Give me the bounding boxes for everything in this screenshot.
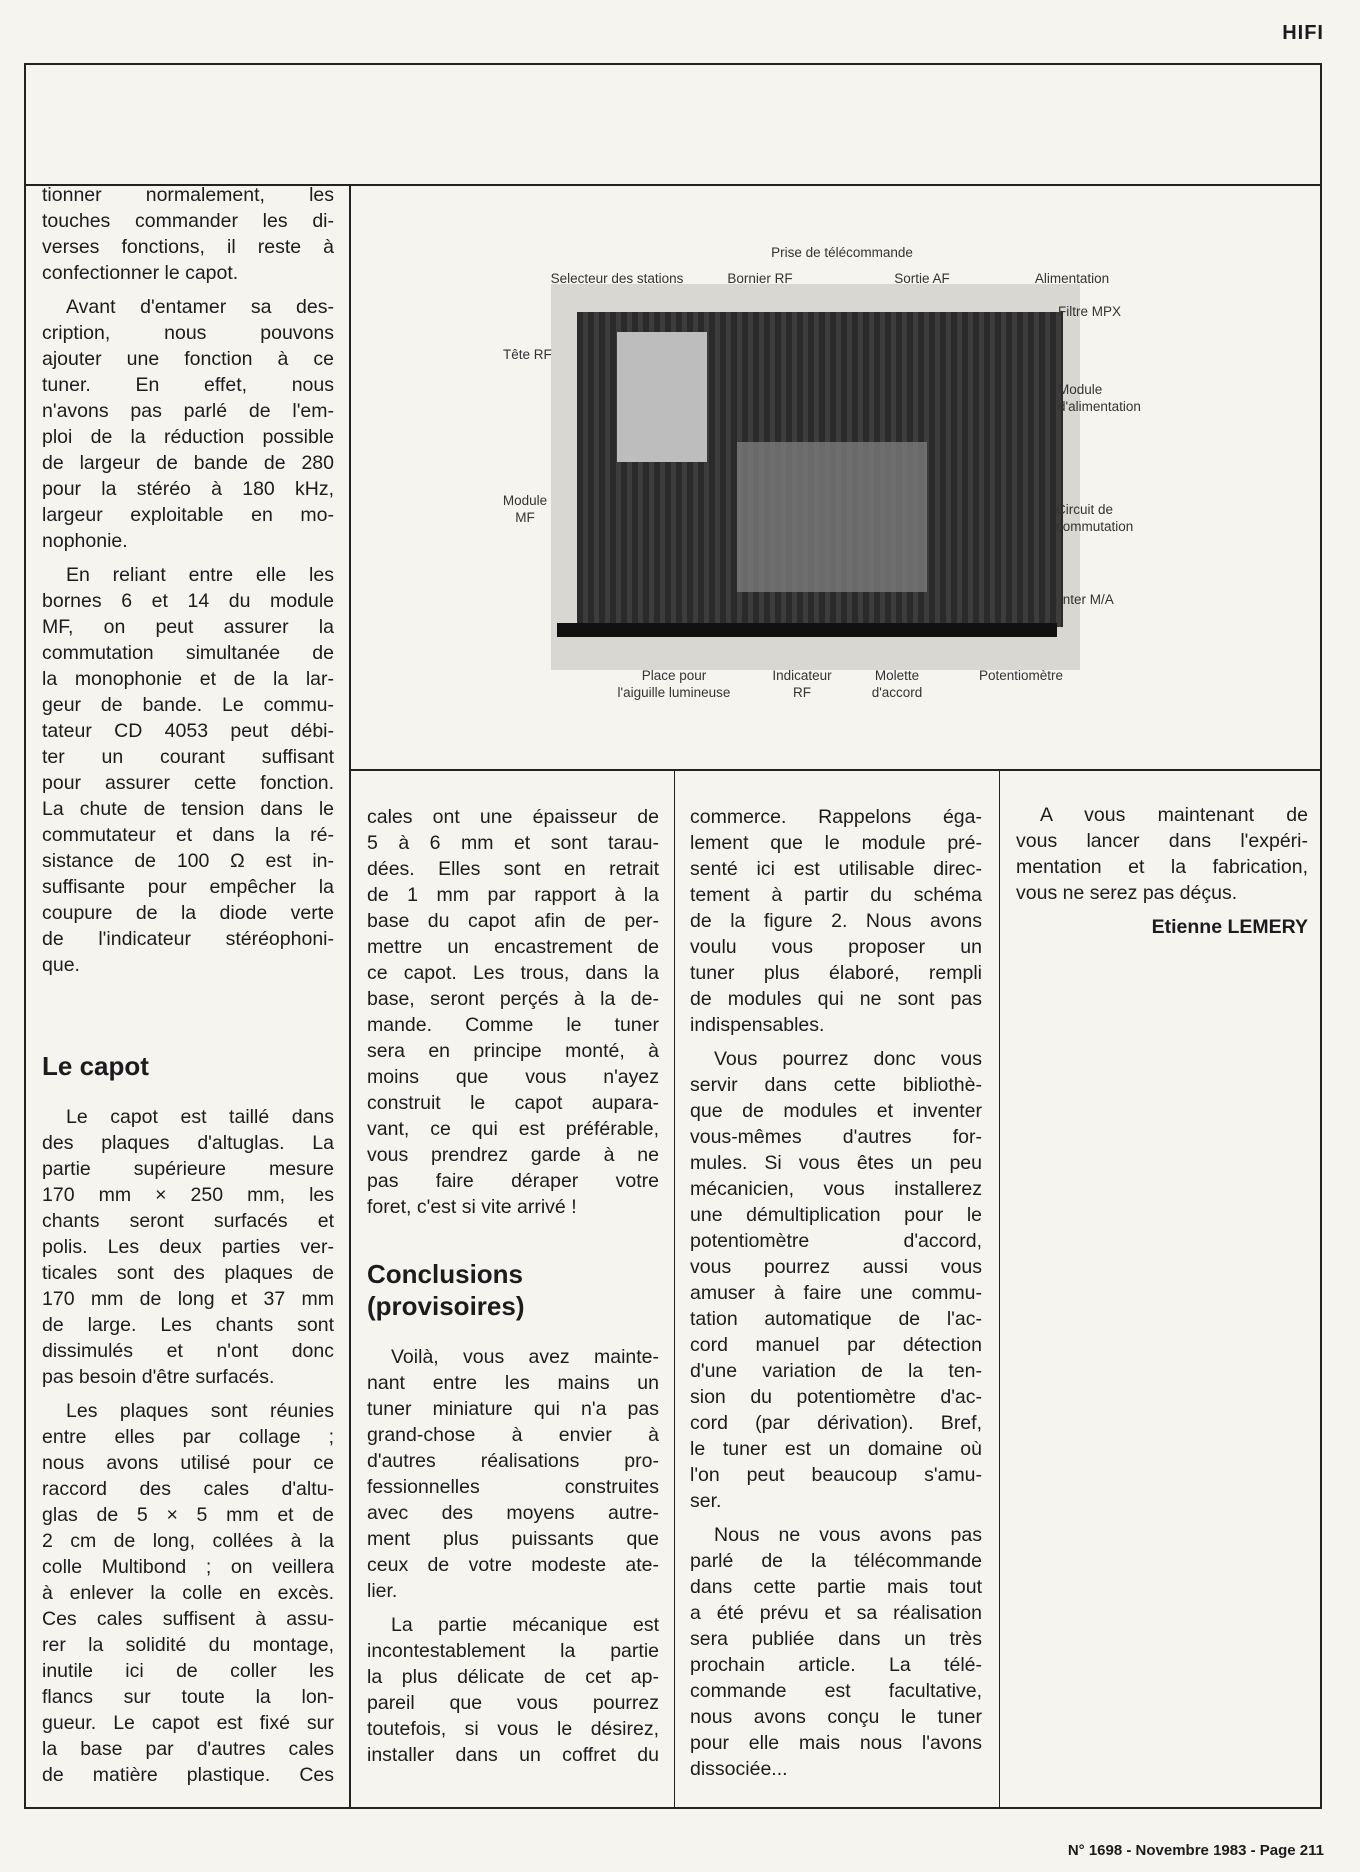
text-line: installer dans un coffret du [367,1744,659,1766]
text-line: tation automatique de l'ac- [690,1308,982,1330]
label-line: Indicateur [772,668,832,683]
paragraph [42,1104,334,1390]
text-line: moins que vous n'ayez [367,1066,659,1088]
text-line: tionner normalement, les [42,184,334,206]
paragraph [42,1398,334,1788]
text-line: Ces cales suffisent à assu- [42,1608,334,1630]
text-line: tuner miniature qui n'a pas [367,1398,659,1420]
text-line: Le capot est taillé dans [66,1106,334,1128]
text-line: touches commander les di- [42,210,334,232]
text-line: commerce. Rappelons éga- [690,806,982,828]
text-line: ter un courant suffisant [42,746,334,768]
text-line: mentation et la fabrication, [1016,856,1308,878]
text-line: Avant d'entamer sa des- [66,296,334,318]
column-rule-3 [999,769,1000,1808]
text-line: potentiomètre d'accord, [690,1230,982,1252]
label-tete: Tête RF [503,347,552,362]
label-alimentation: Alimentation [1034,271,1110,286]
wiring-area [737,442,927,592]
column-rule-2 [674,769,675,1808]
label-potentiometre: Potentiomètre [978,668,1064,683]
text-line: polis. Les deux parties ver- [42,1236,334,1258]
text-line: coupure de la diode verte [42,902,334,924]
text-line: Vous pourrez donc vous [714,1048,982,1070]
text-line: le tuner est un domaine où [690,1438,982,1460]
text-line: avec des moyens autre- [367,1502,659,1524]
text-line: ploi de la réduction possible [42,426,334,448]
text-line: nant entre les mains un [367,1372,659,1394]
text-line: lier. [367,1580,398,1602]
text-line: pour la stéréo à 180 kHz, [42,478,334,500]
text-line: tuner plus élaboré, rempli [690,962,982,984]
text-line: pas besoin d'être surfacés. [42,1366,275,1388]
article-column-4 [1016,802,1308,940]
text-line: cription, nous pouvons [42,322,334,344]
text-line: commutation simultanée de [42,642,334,664]
text-line: MF, on peut assurer la [42,616,334,638]
paragraph [367,804,659,1220]
text-line: dissimulés et n'ont donc [42,1340,334,1362]
text-line: ticales sont des plaques de [42,1262,334,1284]
paragraph [690,804,982,1038]
label-prise: Prise de télécommande [771,245,913,260]
text-line: d'une variation de la ten- [690,1360,982,1382]
text-line: la base par d'autres cales [42,1738,334,1760]
text-line: A vous maintenant de [1040,804,1308,826]
text-line: nous avons conçu le tuner [690,1706,982,1728]
paragraph [367,1344,659,1604]
text-line: senté ici est utilisable direc- [690,858,982,880]
text-line: suffisante pour empêcher la [42,876,334,898]
label-line: Place pour [641,668,707,683]
text-line: fessionnelles construites [367,1476,659,1498]
text-line: que de modules et inventer [690,1100,982,1122]
paragraph [367,1612,659,1768]
label-molette [872,667,923,701]
text-line: sistance de 100 Ω est in- [42,850,334,872]
text-line: 5 à 6 mm et sont tarau- [367,832,659,854]
circuit-board-image [577,312,1063,627]
text-line: bornes 6 et 14 du module [42,590,334,612]
text-line: rer la solidité du montage, [42,1634,334,1656]
paragraph [42,182,334,286]
text-line: vous-mêmes d'autres for- [690,1126,982,1148]
paragraph [42,294,334,554]
text-line: Etienne LEMERY [1151,916,1308,938]
text-line: à enlever la colle en excès. [42,1582,334,1604]
label-line: Module [502,493,548,508]
text-line: mécanicien, vous installerez [690,1178,982,1200]
text-line: 170 mm × 250 mm, les [42,1184,334,1206]
text-line: raccord des cales d'altu- [42,1478,334,1500]
label-line: Molette [874,668,920,683]
label-line: d'accord [871,685,923,700]
text-line: flancs sur toute la lon- [42,1686,334,1708]
text-line: toutefois, si vous le désirez, [367,1718,659,1740]
paragraph [1016,802,1308,906]
text-line: dans cette partie mais tout [690,1576,982,1598]
text-line: de l'indicateur stéréophoni- [42,928,334,950]
text-line: geur de bande. Le commu- [42,694,334,716]
section-heading [42,1050,334,1082]
text-line: inutile ici de coller les [42,1660,334,1682]
frame-right [1320,63,1322,1809]
text-line: dissociée... [690,1758,788,1780]
chassis-base [557,623,1057,637]
text-line: ajouter une fonction à ce [42,348,334,370]
text-line: entre elles par collage ; [42,1426,334,1448]
label-module-alim [1058,381,1141,415]
label-module-mf [503,492,547,526]
text-line: de matière plastique. Ces [42,1764,334,1786]
text-line: largeur exploitable en mo- [42,504,334,526]
label-line: MF [515,510,535,525]
text-line: servir dans cette bibliothè- [690,1074,982,1096]
text-line: nous avons utilisé pour ce [42,1452,334,1474]
paragraph [690,1046,982,1514]
text-line: Voilà, vous avez mainte- [391,1346,659,1368]
section-label: HIFI [1282,22,1324,44]
text-line: confectionner le capot. [42,262,239,284]
text-line: pour elle mais nous l'avons [690,1732,982,1754]
author-name [1016,914,1308,940]
text-line: mande. Comme le tuner [367,1014,659,1036]
tuner-photo [551,284,1080,670]
text-line: lement que le module pré- [690,832,982,854]
text-line: sera publiée dans un très [690,1628,982,1650]
text-line: indispensables. [690,1014,825,1036]
label-sortie: Sortie AF [894,271,950,286]
text-line: pour assurer cette fonction. [42,772,334,794]
frame-bottom [24,1807,1322,1809]
text-line: vant, ce qui est préférable, [367,1118,659,1140]
text-line: commande est facultative, [690,1680,982,1702]
text-line: 2 cm de long, collées à la [42,1530,334,1552]
article-column-2 [367,804,659,1776]
text-line: voulu vous proposer un [690,936,982,958]
label-inter: Inter M/A [1059,592,1114,607]
text-line: partie supérieure mesure [42,1158,334,1180]
text-line: vous pourrez aussi vous [690,1256,982,1278]
rf-head-module [617,332,707,462]
text-line: La chute de tension dans le [42,798,334,820]
text-line: commutateur et dans la ré- [42,824,334,846]
label-line: commutation [1056,519,1134,534]
text-line: pas faire déraper votre [367,1170,659,1192]
text-line: 170 mm de long et 37 mm [42,1288,334,1310]
label-place [618,667,731,701]
text-line: vous prendrez garde à ne [367,1144,659,1166]
section-heading [367,1258,659,1322]
text-line: la monophonie et de la lar- [42,668,334,690]
text-line: verses fonctions, il reste à [42,236,334,258]
figure-box-left [349,184,351,1808]
text-line: de largeur de bande de 280 [42,452,334,474]
text-line: tement à partir du schéma [690,884,982,906]
text-line: de modules qui ne sont pas [690,988,982,1010]
label-line: Circuit de [1056,502,1114,517]
label-circuit [1056,501,1133,535]
paragraph [690,1522,982,1782]
text-line: une démultiplication pour le [690,1204,982,1226]
page-footer: N° 1698 - Novembre 1983 - Page 211 [1067,1842,1324,1859]
text-line: nophonie. [42,530,128,552]
frame-top [24,63,1322,65]
frame-left [24,63,26,1809]
text-line: a été prévu et sa réalisation [690,1602,982,1624]
text-line: d'autres réalisations pro- [367,1450,659,1472]
label-line: Module [1058,382,1103,397]
text-line: sion du potentiomètre d'ac- [690,1386,982,1408]
text-line: tuner. En effet, nous [42,374,334,396]
text-line: ceux de votre modeste ate- [367,1554,659,1576]
text-line: sera en principe monté, à [367,1040,659,1062]
text-line: cord (par dérivation). Bref, [690,1412,982,1434]
text-line: incontestablement la partie [367,1640,659,1662]
text-line: chants seront surfacés et [42,1210,334,1232]
text-line: Le capot [42,1051,149,1081]
text-line: Nous ne vous avons pas [714,1524,982,1546]
text-line: tateur CD 4053 peut débi- [42,720,334,742]
text-line: parlé de la télécommande [690,1550,982,1572]
text-line: colle Multibond ; on veillera [42,1556,334,1578]
text-line: de 1 mm par rapport à la [367,884,659,906]
text-line: de large. Les chants sont [42,1314,334,1336]
label-selecteur: Selecteur des stations [550,271,684,286]
text-line: glas de 5 × 5 mm et de [42,1504,334,1526]
text-line: vous lancer dans l'expéri- [1016,830,1308,852]
text-line: vous ne serez pas déçus. [1016,882,1238,904]
text-line: cord manuel par détection [690,1334,982,1356]
text-line: l'on peut beaucoup s'amu- [690,1464,982,1486]
text-line: (provisoires) [367,1291,525,1321]
text-line: En reliant entre elle les [66,564,334,586]
text-line: prochain article. La télé- [690,1654,982,1676]
text-line: dées. Elles sont en retrait [367,858,659,880]
text-line: base du capot afin de per- [367,910,659,932]
paragraph [42,562,334,978]
text-line: des plaques d'altuglas. La [42,1132,334,1154]
label-indicateur [772,667,831,701]
label-filtre: Filtre MPX [1058,304,1122,319]
text-line: ce capot. Les trous, dans la [367,962,659,984]
text-line: ment plus puissants que [367,1528,659,1550]
text-line: foret, c'est si vite arrivé ! [367,1196,577,1218]
text-line: gueur. Le capot est fixé sur [42,1712,334,1734]
text-line: ser. [690,1490,722,1512]
text-line: pareil que vous pourrez [367,1692,659,1714]
text-line: n'avons pas parlé de l'em- [42,400,334,422]
text-line: construit le capot aupara- [367,1092,659,1114]
text-line: base, seront perçés à la de- [367,988,659,1010]
label-bornier: Bornier RF [727,271,793,286]
article-column-3 [690,804,982,1790]
text-line: que. [42,954,80,976]
text-line: la plus délicate de cet ap- [367,1666,659,1688]
text-line: Conclusions [367,1259,524,1289]
text-line: Les plaques sont réunies [66,1400,334,1422]
label-line: RF [792,685,811,700]
text-line: cales ont une épaisseur de [367,806,659,828]
text-line: grand-chose à envier à [367,1424,659,1446]
text-line: de la figure 2. Nous avons [690,910,982,932]
label-line: l'aiguille lumineuse [617,685,731,700]
figure-box-bottom [349,769,1322,771]
text-line: La partie mécanique est [391,1614,659,1636]
article-column-1 [42,182,334,1796]
text-line: mettre un encastrement de [367,936,659,958]
text-line: mules. Si vous êtes un peu [690,1152,982,1174]
text-line: amuser à faire une commu- [690,1282,982,1304]
label-line: d'alimentation [1058,399,1141,414]
